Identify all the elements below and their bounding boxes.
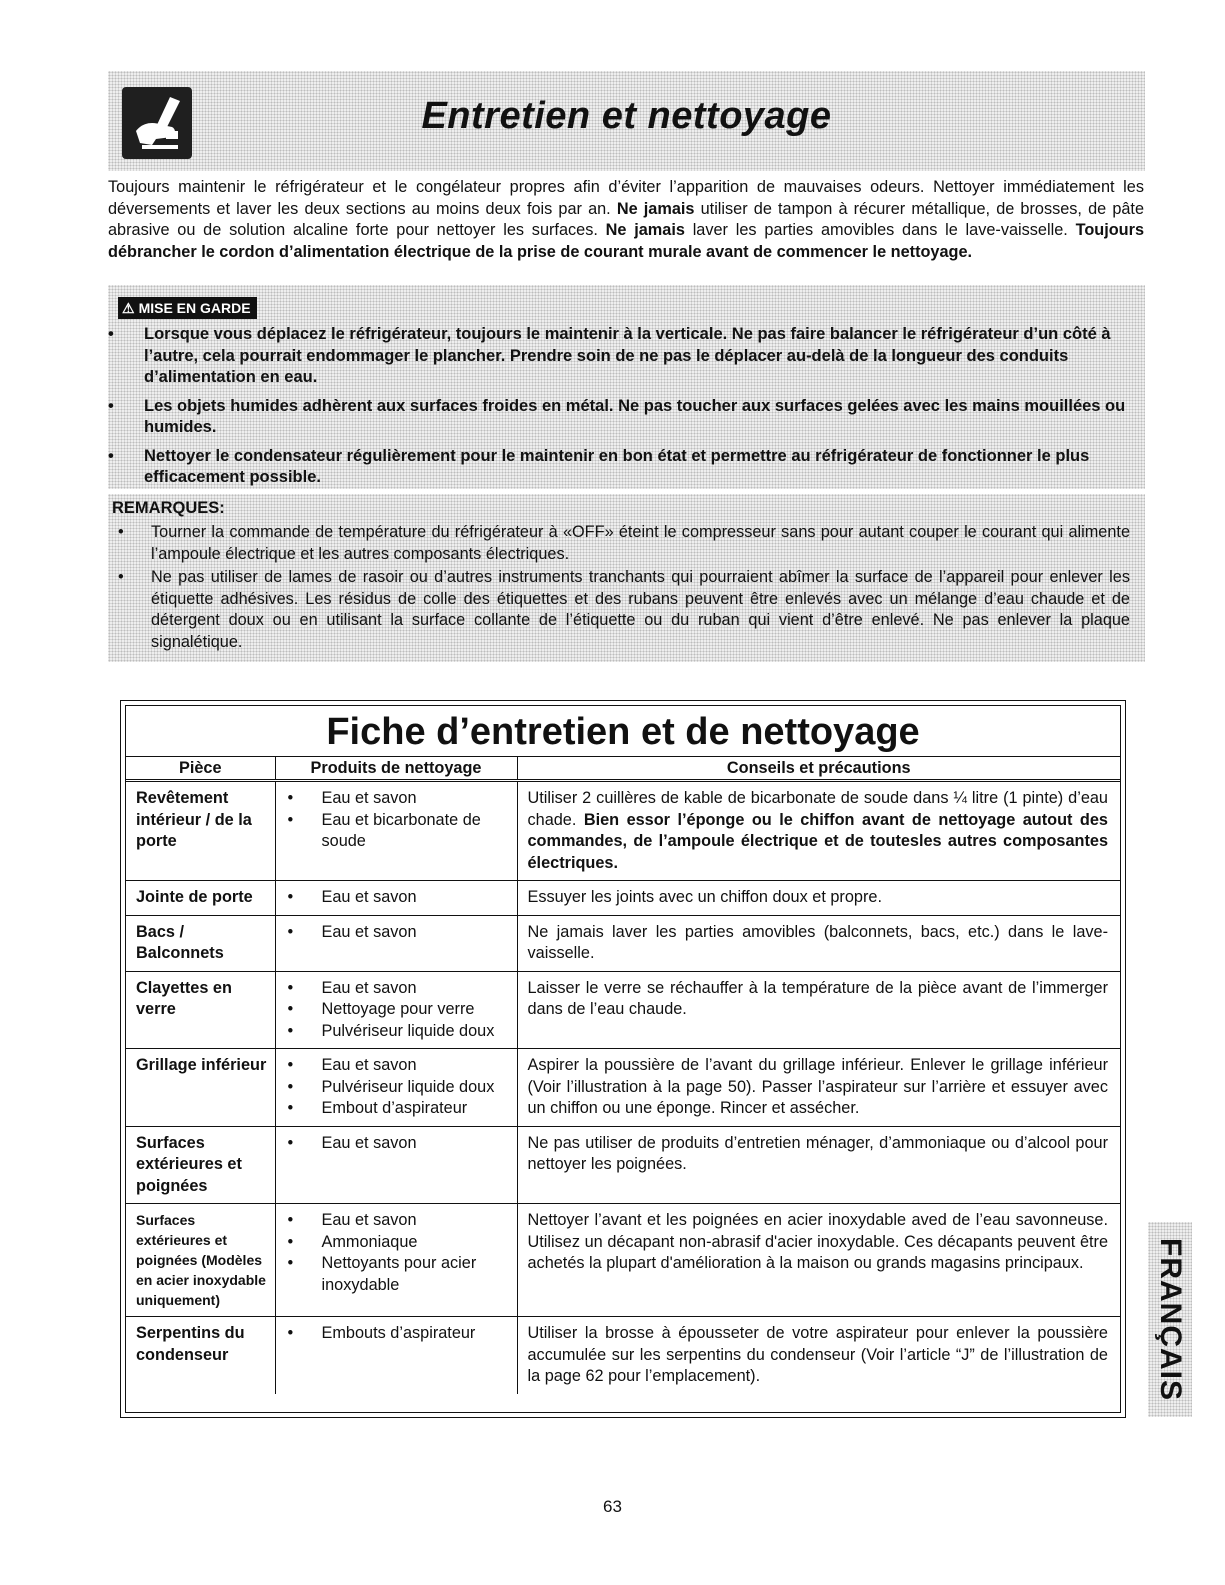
products-list <box>284 887 511 909</box>
column-header: Produits de nettoyage <box>275 757 517 781</box>
advice-cell <box>517 971 1120 1049</box>
notes-list <box>108 522 1130 656</box>
advice-cell <box>517 1204 1120 1317</box>
products-cell <box>275 1049 517 1127</box>
products-list <box>284 1210 511 1296</box>
text-run: Ne jamais laver les parties amovibles (balconnets, bacs, etc.) dans le lave-vaisselle. <box>527 922 1108 962</box>
intro-paragraph <box>108 177 1144 263</box>
product-item: • Embout d’aspirateur <box>284 1098 511 1120</box>
part-name: Serpentins du condenseur <box>126 1317 275 1394</box>
warning-badge-label: MISE EN GARDE <box>138 300 251 316</box>
product-item: • Ammoniaque <box>284 1232 511 1254</box>
product-item: • Eau et savon <box>284 1210 511 1232</box>
table-row <box>126 1049 1120 1127</box>
product-item: • Eau et savon <box>284 1133 511 1155</box>
text-run: Laisser le verre se réchauffer à la température de la pièce avant de l’immerger dans de l’eau chaude. <box>527 978 1108 1018</box>
text-run: Aspirer la poussière de l’avant du grillage inférieur. Enlever le grillage inférieur (Voir l’illustration à la page 50). Passer l’aspirateur sur l’arrière et essuyer avec un chiffon ou une éponge. Rincer et assécher. <box>527 1056 1108 1117</box>
products-cell <box>275 915 517 971</box>
products-cell <box>275 971 517 1049</box>
products-cell <box>275 881 517 916</box>
table-header-row <box>126 757 1120 781</box>
warning-badge <box>118 297 257 319</box>
section-header <box>108 71 1145 171</box>
note-item: • Tourner la commande de température du réfrigérateur à «OFF» éteint le compresseur sans pour autant couper le courant qui alimente l’ampoule électrique et les autres composants électriques. <box>108 522 1130 565</box>
table-row <box>126 1204 1120 1317</box>
advice-cell <box>517 1049 1120 1127</box>
table-row <box>126 781 1120 881</box>
products-list <box>284 922 511 944</box>
text-run: Utiliser 2 cuillères de kable de bicarbonate de soude dans ¼ litre (1 pinte) d’eau chade. <box>527 789 1108 829</box>
care-chart-box <box>120 700 1126 1418</box>
bold-text: Ne jamais <box>616 199 695 218</box>
part-name: Jointe de porte <box>126 881 275 916</box>
table-row <box>126 1317 1120 1394</box>
warning-item: • Lorsque vous déplacez le réfrigérateur, toujours le maintenir à la verticale. Ne pas faire balancer le réfrigérateur d’un côté à l’autre, cela pourrait endommager le plancher. Prendre soin de ne pas le déplacer au-delà de la longueur des conduits d’alimentation en eau. <box>108 324 1130 389</box>
table-row <box>126 915 1120 971</box>
bold-text: Ne jamais <box>605 221 685 240</box>
notes-box <box>108 494 1145 662</box>
product-item: • Nettoyants pour acier inoxydable <box>284 1253 511 1296</box>
language-tab-label: FRANÇAIS <box>1154 1237 1187 1401</box>
text-run: Essuyer les joints avec un chiffon doux et propre. <box>527 888 882 906</box>
product-item: • Eau et savon <box>284 978 511 1000</box>
table-row <box>126 971 1120 1049</box>
warning-triangle-icon: ⚠ <box>122 300 135 316</box>
advice-cell <box>517 1126 1120 1204</box>
column-header: Pièce <box>126 757 275 781</box>
products-cell <box>275 1317 517 1394</box>
bold-text: Toujours débrancher le cordon d’alimentation électrique de la prise de courant murale avant de commencer le nettoyage. <box>108 221 1145 261</box>
text-run: Utiliser la brosse à épousseter de votre aspirateur pour enlever la poussière accumulée sur les serpentins du condenseur (Voir l’article “J” de l’illustration de la page 62 pour l’emplacement). <box>527 1324 1108 1385</box>
product-item: • Nettoyage pour verre <box>284 999 511 1021</box>
part-name: Surfaces extérieures et poignées (Modèles en acier inoxydable uniquement) <box>126 1204 275 1317</box>
warning-list <box>108 324 1130 496</box>
text-run: Ne pas utiliser de produits d’entretien ménager, d’ammoniaque ou d’alcool pour nettoyer les poignées. <box>527 1133 1108 1173</box>
care-chart-title: Fiche d’entretien et de nettoyage <box>126 706 1120 757</box>
column-header: Conseils et précautions <box>726 759 911 777</box>
text-run: utiliser de tampon à récurer métallique, de brosses, de pâte abrasive ou de solution alcaline forte pour nettoyer les surfaces. <box>108 199 1145 240</box>
text-run: laver les parties amovibles dans le lave-vaisselle. <box>684 221 1076 240</box>
advice-cell <box>517 781 1120 881</box>
warning-item: • Nettoyer le condensateur régulièrement pour le maintenir en bon état et permettre au réfrigérateur de fonctionner le plus efficacement possible. <box>108 446 1130 489</box>
bold-text: Bien essor l’éponge ou le chiffon avant de nettoyage autout des commandes, de l’ampoule électrique et de toutesles autres composantes électriques. <box>527 810 1108 872</box>
table-row <box>126 881 1120 916</box>
language-tab <box>1148 1222 1192 1417</box>
products-cell <box>275 1126 517 1204</box>
products-cell <box>275 1204 517 1317</box>
advice-cell <box>517 915 1120 971</box>
product-item: • Pulvériseur liquide doux <box>284 1077 511 1099</box>
product-item: • Eau et savon <box>284 887 511 909</box>
part-name: Revêtement intérieur / de la porte <box>126 781 275 881</box>
products-list <box>284 1323 511 1345</box>
warning-item: • Les objets humides adhèrent aux surfaces froides en métal. Ne pas toucher aux surfaces gelées avec les mains mouillées ou humides. <box>108 396 1130 439</box>
note-item: • Ne pas utiliser de lames de rasoir ou d’autres instruments tranchants qui pourraient abîmer la surface de l’appareil pour enlever les étiquette adhésives. Les résidus de colle des étiquettes et des rubans peuvent être enlevés avec un mélange d’eau chaude et de détergent doux ou en utilisant la surface collante de l’étiquette ou du ruban qui vient d’être enlevé. Ne pas enlever la plaque signalétique. <box>108 567 1130 653</box>
product-item: • Embouts d’aspirateur <box>284 1323 511 1345</box>
part-name: Clayettes en verre <box>126 971 275 1049</box>
product-item: • Eau et savon <box>284 922 511 944</box>
product-item: • Eau et savon <box>284 1055 511 1077</box>
advice-cell <box>517 881 1120 916</box>
table-row <box>126 1126 1120 1204</box>
product-item: • Pulvériseur liquide doux <box>284 1021 511 1043</box>
products-list <box>284 788 511 853</box>
page-title: Entretien et nettoyage <box>421 95 832 137</box>
text-run: Nettoyer l’avant et les poignées en acier inoxydable aved de l’eau savonneuse. Utilisez un décapant non-abrasif d'acier inoxydable. Ces décapants peuvent être achetés la plupart d'amélioration à la maison ou grands magasins principaux. <box>527 1211 1108 1272</box>
care-table <box>126 757 1120 1394</box>
product-item: • Eau et bicarbonate de soude <box>284 810 511 853</box>
product-item: • Eau et savon <box>284 788 511 810</box>
products-cell <box>275 781 517 881</box>
products-list <box>284 1055 511 1120</box>
page-number: 63 <box>603 1497 622 1516</box>
table-body <box>126 781 1120 1394</box>
notes-title: REMARQUES: <box>112 499 225 517</box>
warning-box <box>108 285 1145 489</box>
part-name: Surfaces extérieures et poignées <box>126 1126 275 1204</box>
products-list <box>284 1133 511 1155</box>
part-name: Grillage inférieur <box>126 1049 275 1127</box>
care-chart <box>125 705 1121 1413</box>
products-list <box>284 978 511 1043</box>
advice-cell <box>517 1317 1120 1394</box>
part-name: Bacs / Balconnets <box>126 915 275 971</box>
text-run: Toujours maintenir le réfrigérateur et le congélateur propres afin d’éviter l’apparition de mauvaises odeurs. Nettoyer immédiatement les déversements et laver les deux sections au moins deux fois par an. <box>108 178 1144 218</box>
